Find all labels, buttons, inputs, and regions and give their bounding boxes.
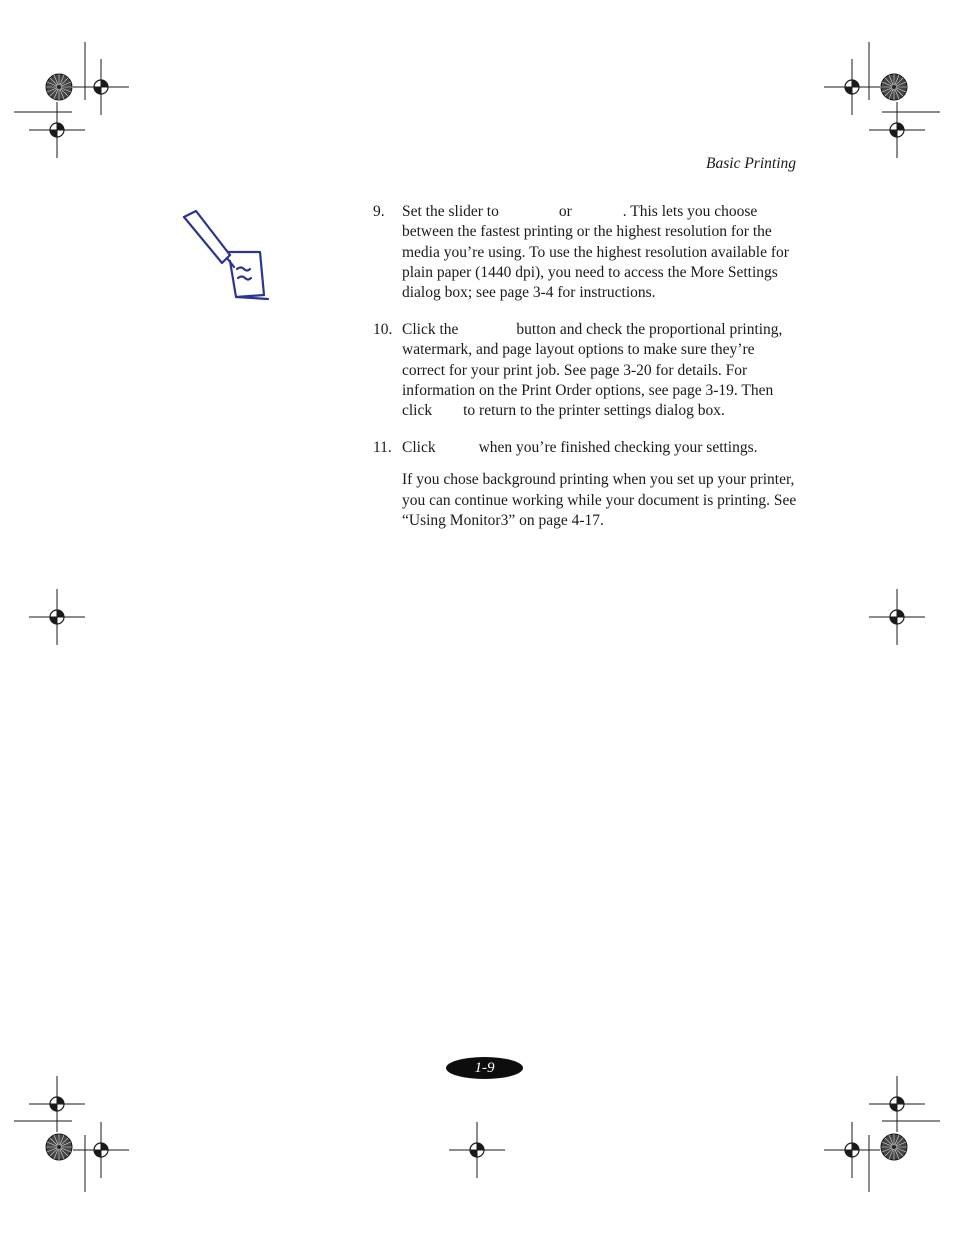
step-11 xyxy=(373,438,798,531)
step-text: . This lets you choose between the fastest printing or the highest resolution for the media you’re using. To use the highest resolution available for plain paper (1440 dpi), you need to access the More Settings dialog box; see page 3-4 for instructions. xyxy=(402,203,789,302)
instruction-steps xyxy=(373,202,798,548)
registration-crosshair-icon xyxy=(29,589,85,645)
step-text: when you’re finished checking your settings. xyxy=(478,438,758,456)
color-wheel-icon xyxy=(881,1134,907,1160)
registration-crosshair-icon xyxy=(73,1122,129,1178)
registration-crosshair-icon xyxy=(29,102,85,158)
step-text: Set the slider to xyxy=(402,203,499,220)
registration-crosshair-icon xyxy=(29,1076,85,1132)
registration-crosshair-icon xyxy=(869,1076,925,1132)
step-10 xyxy=(373,320,798,421)
step-text: or xyxy=(558,203,572,220)
registration-crosshair-icon xyxy=(73,59,129,115)
color-wheel-icon xyxy=(46,74,72,100)
registration-crosshair-icon xyxy=(449,1122,505,1178)
step-text: Click the xyxy=(402,320,459,338)
step-number: 11. xyxy=(373,438,392,456)
color-wheel-icon xyxy=(46,1134,72,1160)
registration-crosshair-icon xyxy=(824,59,880,115)
step-number: 9. xyxy=(373,203,385,220)
running-header: Basic Printing xyxy=(706,155,796,172)
step-text: Click xyxy=(402,438,436,456)
note-pencil-icon xyxy=(178,205,274,305)
step-number: 10. xyxy=(373,320,393,338)
step-9 xyxy=(373,202,798,303)
color-wheel-icon xyxy=(881,74,907,100)
registration-crosshair-icon xyxy=(869,102,925,158)
step-text: button and check the proportional printing, watermark, and page layout options to make sure they’re correct for your print job. See page 3-20 for details. For information on the Print Order options, see page 3-19. Then click xyxy=(402,320,783,420)
page-number-badge: 1-9 xyxy=(446,1057,523,1079)
registration-crosshair-icon xyxy=(869,589,925,645)
step-text: to return to the printer settings dialog box. xyxy=(463,402,725,420)
step-followup: If you chose background printing when you set up your printer, you can continue working while your document is printing. See “Using Monitor3” on page 4-17. xyxy=(402,471,797,529)
registration-crosshair-icon xyxy=(824,1122,880,1178)
